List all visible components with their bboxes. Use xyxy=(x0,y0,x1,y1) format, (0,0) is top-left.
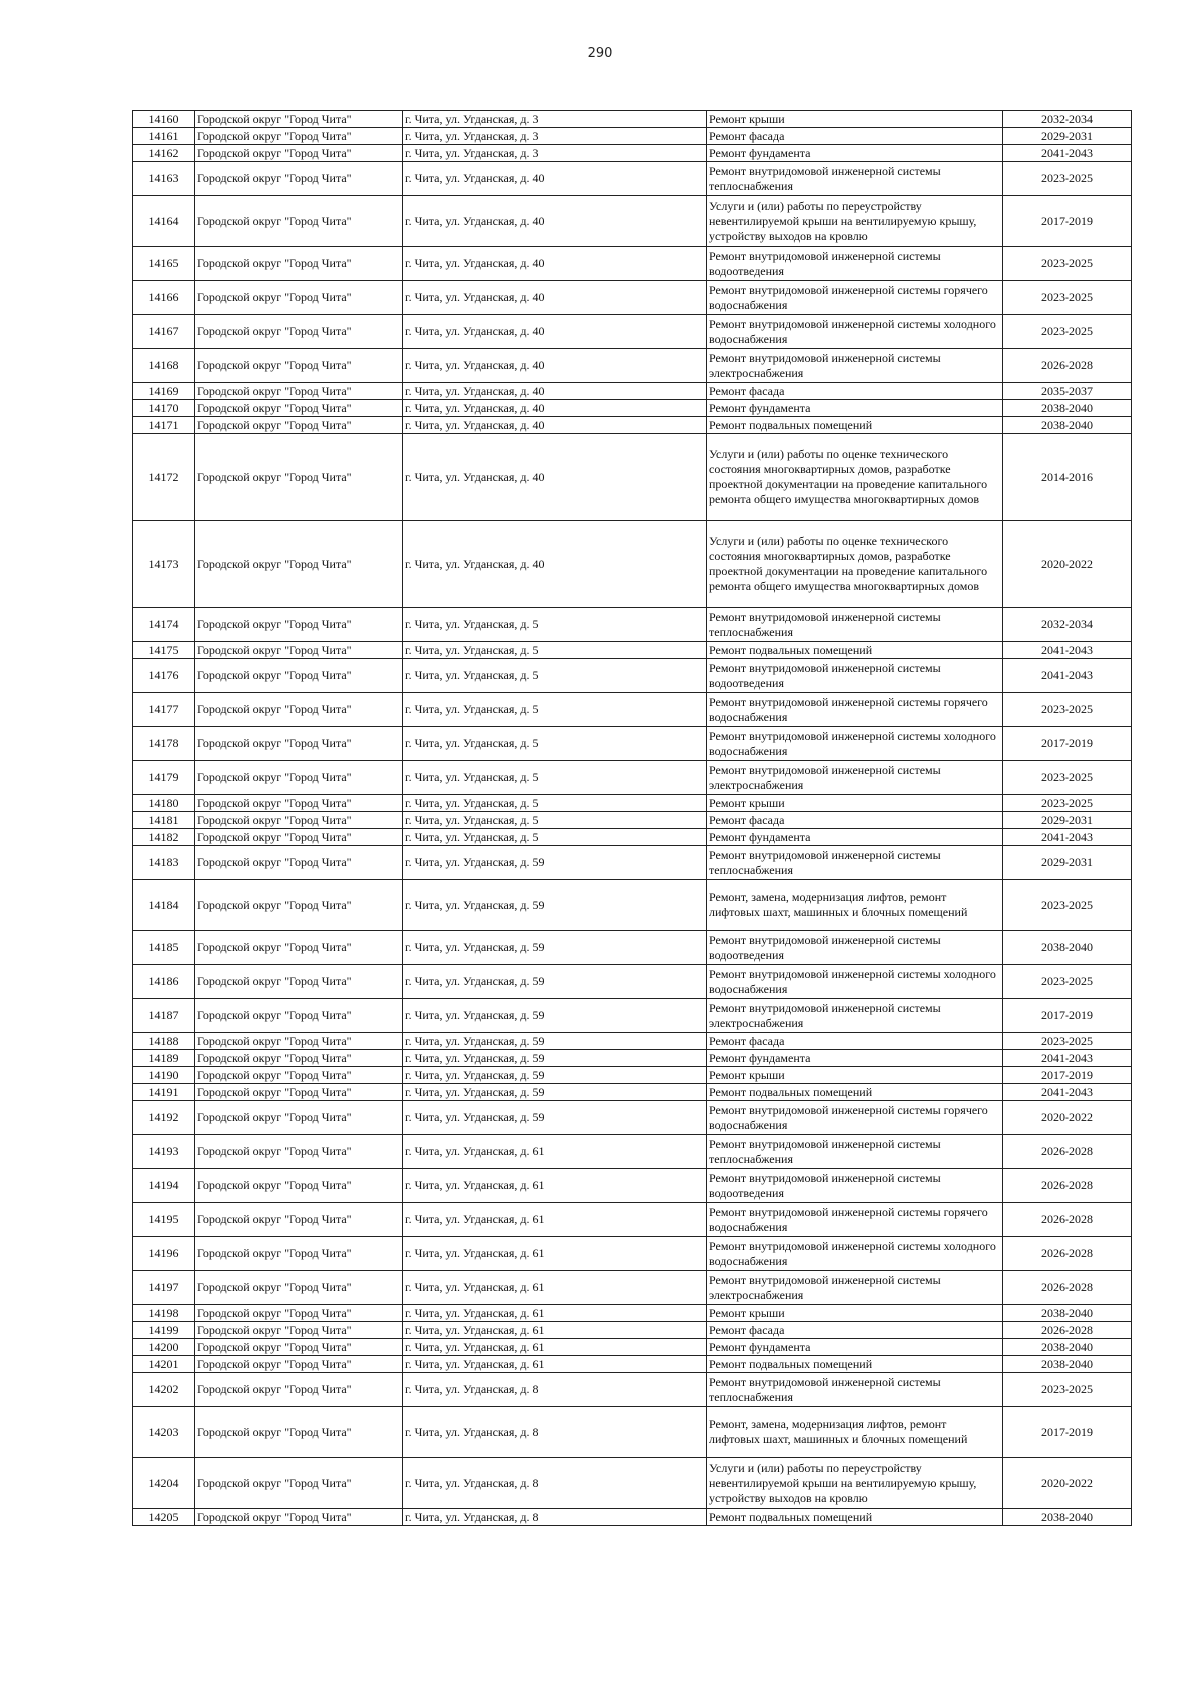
municipality-cell: Городской округ "Город Чита" xyxy=(195,1509,403,1526)
row-number-cell: 14188 xyxy=(133,1033,195,1050)
table-row xyxy=(133,1135,1132,1169)
municipality-cell: Городской округ "Город Чита" xyxy=(195,1305,403,1322)
address-cell: г. Чита, ул. Угданская, д. 8 xyxy=(403,1373,707,1407)
row-number-cell: 14200 xyxy=(133,1339,195,1356)
work-type-cell: Ремонт внутридомовой инженерной системы холодного водоснабжения xyxy=(707,727,1003,761)
period-cell: 2023-2025 xyxy=(1003,315,1132,349)
work-type-cell: Ремонт внутридомовой инженерной системы теплоснабжения xyxy=(707,846,1003,880)
address-cell: г. Чита, ул. Угданская, д. 59 xyxy=(403,1101,707,1135)
row-number-cell: 14189 xyxy=(133,1050,195,1067)
address-cell: г. Чита, ул. Угданская, д. 40 xyxy=(403,281,707,315)
address-cell: г. Чита, ул. Угданская, д. 8 xyxy=(403,1458,707,1509)
row-number-cell: 14203 xyxy=(133,1407,195,1458)
municipality-cell: Городской округ "Город Чита" xyxy=(195,1169,403,1203)
municipality-cell: Городской округ "Город Чита" xyxy=(195,1067,403,1084)
work-type-cell: Ремонт внутридомовой инженерной системы водоотведения xyxy=(707,1169,1003,1203)
row-number-cell: 14169 xyxy=(133,383,195,400)
period-cell: 2038-2040 xyxy=(1003,1509,1132,1526)
table-row xyxy=(133,315,1132,349)
address-cell: г. Чита, ул. Угданская, д. 59 xyxy=(403,999,707,1033)
row-number-cell: 14205 xyxy=(133,1509,195,1526)
address-cell: г. Чита, ул. Угданская, д. 59 xyxy=(403,931,707,965)
work-type-cell: Ремонт внутридомовой инженерной системы электроснабжения xyxy=(707,349,1003,383)
address-cell: г. Чита, ул. Угданская, д. 61 xyxy=(403,1271,707,1305)
address-cell: г. Чита, ул. Угданская, д. 8 xyxy=(403,1509,707,1526)
table-row xyxy=(133,1305,1132,1322)
period-cell: 2017-2019 xyxy=(1003,1407,1132,1458)
row-number-cell: 14197 xyxy=(133,1271,195,1305)
address-cell: г. Чита, ул. Угданская, д. 5 xyxy=(403,812,707,829)
work-type-cell: Ремонт подвальных помещений xyxy=(707,1084,1003,1101)
table-row xyxy=(133,1169,1132,1203)
municipality-cell: Городской округ "Город Чита" xyxy=(195,1339,403,1356)
period-cell: 2026-2028 xyxy=(1003,1169,1132,1203)
period-cell: 2038-2040 xyxy=(1003,400,1132,417)
row-number-cell: 14163 xyxy=(133,162,195,196)
period-cell: 2014-2016 xyxy=(1003,434,1132,521)
address-cell: г. Чита, ул. Угданская, д. 61 xyxy=(403,1169,707,1203)
period-cell: 2020-2022 xyxy=(1003,1101,1132,1135)
municipality-cell: Городской округ "Город Чита" xyxy=(195,349,403,383)
address-cell: г. Чита, ул. Угданская, д. 61 xyxy=(403,1203,707,1237)
work-type-cell: Ремонт внутридомовой инженерной системы теплоснабжения xyxy=(707,1135,1003,1169)
period-cell: 2026-2028 xyxy=(1003,1135,1132,1169)
address-cell: г. Чита, ул. Угданская, д. 40 xyxy=(403,521,707,608)
work-type-cell: Ремонт крыши xyxy=(707,1067,1003,1084)
table-row xyxy=(133,795,1132,812)
work-type-cell: Ремонт, замена, модернизация лифтов, ремонт лифтовых шахт, машинных и блочных помещений xyxy=(707,1407,1003,1458)
work-type-cell: Ремонт внутридомовой инженерной системы горячего водоснабжения xyxy=(707,1203,1003,1237)
period-cell: 2032-2034 xyxy=(1003,111,1132,128)
row-number-cell: 14177 xyxy=(133,693,195,727)
municipality-cell: Городской округ "Город Чита" xyxy=(195,1322,403,1339)
work-type-cell: Ремонт фундамента xyxy=(707,829,1003,846)
period-cell: 2023-2025 xyxy=(1003,281,1132,315)
repair-schedule-table xyxy=(132,110,1132,1526)
municipality-cell: Городской округ "Город Чита" xyxy=(195,999,403,1033)
table-row xyxy=(133,162,1132,196)
period-cell: 2023-2025 xyxy=(1003,761,1132,795)
work-type-cell: Ремонт крыши xyxy=(707,111,1003,128)
period-cell: 2017-2019 xyxy=(1003,1067,1132,1084)
period-cell: 2017-2019 xyxy=(1003,727,1132,761)
table-row xyxy=(133,196,1132,247)
table-row xyxy=(133,434,1132,521)
row-number-cell: 14196 xyxy=(133,1237,195,1271)
row-number-cell: 14162 xyxy=(133,145,195,162)
period-cell: 2023-2025 xyxy=(1003,247,1132,281)
table-row xyxy=(133,1339,1132,1356)
table-row xyxy=(133,812,1132,829)
table-row xyxy=(133,846,1132,880)
work-type-cell: Ремонт внутридомовой инженерной системы электроснабжения xyxy=(707,1271,1003,1305)
address-cell: г. Чита, ул. Угданская, д. 40 xyxy=(403,434,707,521)
table-row xyxy=(133,1356,1132,1373)
period-cell: 2023-2025 xyxy=(1003,795,1132,812)
municipality-cell: Городской округ "Город Чита" xyxy=(195,247,403,281)
work-type-cell: Ремонт, замена, модернизация лифтов, ремонт лифтовых шахт, машинных и блочных помещений xyxy=(707,880,1003,931)
municipality-cell: Городской округ "Город Чита" xyxy=(195,761,403,795)
address-cell: г. Чита, ул. Угданская, д. 59 xyxy=(403,1033,707,1050)
work-type-cell: Ремонт внутридомовой инженерной системы холодного водоснабжения xyxy=(707,965,1003,999)
period-cell: 2041-2043 xyxy=(1003,659,1132,693)
work-type-cell: Ремонт внутридомовой инженерной системы горячего водоснабжения xyxy=(707,693,1003,727)
address-cell: г. Чита, ул. Угданская, д. 59 xyxy=(403,965,707,999)
table-row xyxy=(133,642,1132,659)
row-number-cell: 14190 xyxy=(133,1067,195,1084)
municipality-cell: Городской округ "Город Чита" xyxy=(195,608,403,642)
period-cell: 2029-2031 xyxy=(1003,128,1132,145)
work-type-cell: Ремонт внутридомовой инженерной системы теплоснабжения xyxy=(707,162,1003,196)
municipality-cell: Городской округ "Город Чита" xyxy=(195,145,403,162)
work-type-cell: Ремонт фундамента xyxy=(707,1339,1003,1356)
table-body xyxy=(133,111,1132,1526)
municipality-cell: Городской округ "Город Чита" xyxy=(195,693,403,727)
row-number-cell: 14179 xyxy=(133,761,195,795)
address-cell: г. Чита, ул. Угданская, д. 59 xyxy=(403,1050,707,1067)
period-cell: 2017-2019 xyxy=(1003,999,1132,1033)
municipality-cell: Городской округ "Город Чита" xyxy=(195,1237,403,1271)
period-cell: 2020-2022 xyxy=(1003,1458,1132,1509)
table-row xyxy=(133,1050,1132,1067)
period-cell: 2041-2043 xyxy=(1003,1084,1132,1101)
table-row xyxy=(133,1407,1132,1458)
work-type-cell: Ремонт фасада xyxy=(707,1033,1003,1050)
address-cell: г. Чита, ул. Угданская, д. 61 xyxy=(403,1237,707,1271)
address-cell: г. Чита, ул. Угданская, д. 5 xyxy=(403,693,707,727)
table-row xyxy=(133,111,1132,128)
period-cell: 2038-2040 xyxy=(1003,931,1132,965)
municipality-cell: Городской округ "Город Чита" xyxy=(195,829,403,846)
table-row xyxy=(133,1101,1132,1135)
table-row xyxy=(133,999,1132,1033)
table-row xyxy=(133,1373,1132,1407)
row-number-cell: 14185 xyxy=(133,931,195,965)
row-number-cell: 14199 xyxy=(133,1322,195,1339)
period-cell: 2020-2022 xyxy=(1003,521,1132,608)
address-cell: г. Чита, ул. Угданская, д. 40 xyxy=(403,315,707,349)
work-type-cell: Ремонт внутридомовой инженерной системы теплоснабжения xyxy=(707,608,1003,642)
row-number-cell: 14172 xyxy=(133,434,195,521)
municipality-cell: Городской округ "Город Чита" xyxy=(195,315,403,349)
address-cell: г. Чита, ул. Угданская, д. 40 xyxy=(403,162,707,196)
row-number-cell: 14170 xyxy=(133,400,195,417)
work-type-cell: Услуги и (или) работы по переустройству невентилируемой крыши на вентилируемую крышу, устройству выходов на кровлю xyxy=(707,196,1003,247)
municipality-cell: Городской округ "Город Чита" xyxy=(195,1373,403,1407)
period-cell: 2035-2037 xyxy=(1003,383,1132,400)
table-row xyxy=(133,400,1132,417)
period-cell: 2026-2028 xyxy=(1003,1203,1132,1237)
work-type-cell: Ремонт фасада xyxy=(707,1322,1003,1339)
municipality-cell: Городской округ "Город Чита" xyxy=(195,1084,403,1101)
table-row xyxy=(133,693,1132,727)
table-row xyxy=(133,417,1132,434)
period-cell: 2041-2043 xyxy=(1003,829,1132,846)
municipality-cell: Городской округ "Город Чита" xyxy=(195,417,403,434)
address-cell: г. Чита, ул. Угданская, д. 40 xyxy=(403,417,707,434)
address-cell: г. Чита, ул. Угданская, д. 5 xyxy=(403,795,707,812)
row-number-cell: 14166 xyxy=(133,281,195,315)
row-number-cell: 14204 xyxy=(133,1458,195,1509)
table-row xyxy=(133,1067,1132,1084)
work-type-cell: Ремонт подвальных помещений xyxy=(707,417,1003,434)
row-number-cell: 14160 xyxy=(133,111,195,128)
address-cell: г. Чита, ул. Угданская, д. 59 xyxy=(403,846,707,880)
municipality-cell: Городской округ "Город Чита" xyxy=(195,434,403,521)
address-cell: г. Чита, ул. Угданская, д. 61 xyxy=(403,1356,707,1373)
period-cell: 2041-2043 xyxy=(1003,642,1132,659)
municipality-cell: Городской округ "Город Чита" xyxy=(195,1407,403,1458)
period-cell: 2017-2019 xyxy=(1003,196,1132,247)
address-cell: г. Чита, ул. Угданская, д. 59 xyxy=(403,1084,707,1101)
period-cell: 2041-2043 xyxy=(1003,1050,1132,1067)
table-row xyxy=(133,1458,1132,1509)
row-number-cell: 14186 xyxy=(133,965,195,999)
row-number-cell: 14181 xyxy=(133,812,195,829)
work-type-cell: Услуги и (или) работы по переустройству невентилируемой крыши на вентилируемую крышу, устройству выходов на кровлю xyxy=(707,1458,1003,1509)
work-type-cell: Ремонт крыши xyxy=(707,1305,1003,1322)
municipality-cell: Городской округ "Город Чита" xyxy=(195,128,403,145)
table-row xyxy=(133,761,1132,795)
table-row xyxy=(133,247,1132,281)
table-row xyxy=(133,965,1132,999)
municipality-cell: Городской округ "Город Чита" xyxy=(195,1135,403,1169)
address-cell: г. Чита, ул. Угданская, д. 5 xyxy=(403,727,707,761)
municipality-cell: Городской округ "Город Чита" xyxy=(195,642,403,659)
municipality-cell: Городской округ "Город Чита" xyxy=(195,1356,403,1373)
work-type-cell: Ремонт фундамента xyxy=(707,1050,1003,1067)
municipality-cell: Городской округ "Город Чита" xyxy=(195,812,403,829)
municipality-cell: Городской округ "Город Чита" xyxy=(195,659,403,693)
row-number-cell: 14175 xyxy=(133,642,195,659)
work-type-cell: Ремонт фасада xyxy=(707,812,1003,829)
address-cell: г. Чита, ул. Угданская, д. 40 xyxy=(403,383,707,400)
work-type-cell: Ремонт подвальных помещений xyxy=(707,642,1003,659)
row-number-cell: 14165 xyxy=(133,247,195,281)
work-type-cell: Ремонт внутридомовой инженерной системы электроснабжения xyxy=(707,999,1003,1033)
address-cell: г. Чита, ул. Угданская, д. 59 xyxy=(403,1067,707,1084)
address-cell: г. Чита, ул. Угданская, д. 40 xyxy=(403,400,707,417)
municipality-cell: Городской округ "Город Чита" xyxy=(195,521,403,608)
period-cell: 2038-2040 xyxy=(1003,1339,1132,1356)
row-number-cell: 14182 xyxy=(133,829,195,846)
row-number-cell: 14193 xyxy=(133,1135,195,1169)
work-type-cell: Ремонт подвальных помещений xyxy=(707,1509,1003,1526)
municipality-cell: Городской округ "Город Чита" xyxy=(195,111,403,128)
table-row xyxy=(133,383,1132,400)
address-cell: г. Чита, ул. Угданская, д. 5 xyxy=(403,608,707,642)
row-number-cell: 14198 xyxy=(133,1305,195,1322)
municipality-cell: Городской округ "Город Чита" xyxy=(195,727,403,761)
address-cell: г. Чита, ул. Угданская, д. 61 xyxy=(403,1339,707,1356)
period-cell: 2023-2025 xyxy=(1003,1373,1132,1407)
table-row xyxy=(133,1203,1132,1237)
work-type-cell: Ремонт внутридомовой инженерной системы водоотведения xyxy=(707,247,1003,281)
row-number-cell: 14173 xyxy=(133,521,195,608)
municipality-cell: Городской округ "Город Чита" xyxy=(195,1271,403,1305)
address-cell: г. Чита, ул. Угданская, д. 5 xyxy=(403,642,707,659)
table-row xyxy=(133,128,1132,145)
address-cell: г. Чита, ул. Угданская, д. 3 xyxy=(403,111,707,128)
work-type-cell: Ремонт внутридомовой инженерной системы теплоснабжения xyxy=(707,1373,1003,1407)
table-row xyxy=(133,349,1132,383)
table-row xyxy=(133,1509,1132,1526)
period-cell: 2023-2025 xyxy=(1003,162,1132,196)
municipality-cell: Городской округ "Город Чита" xyxy=(195,400,403,417)
table-row xyxy=(133,880,1132,931)
work-type-cell: Ремонт фундамента xyxy=(707,145,1003,162)
work-type-cell: Ремонт фасада xyxy=(707,383,1003,400)
address-cell: г. Чита, ул. Угданская, д. 61 xyxy=(403,1322,707,1339)
row-number-cell: 14201 xyxy=(133,1356,195,1373)
address-cell: г. Чита, ул. Угданская, д. 5 xyxy=(403,659,707,693)
period-cell: 2029-2031 xyxy=(1003,812,1132,829)
row-number-cell: 14168 xyxy=(133,349,195,383)
row-number-cell: 14174 xyxy=(133,608,195,642)
municipality-cell: Городской округ "Город Чита" xyxy=(195,1458,403,1509)
address-cell: г. Чита, ул. Угданская, д. 5 xyxy=(403,829,707,846)
work-type-cell: Ремонт внутридомовой инженерной системы электроснабжения xyxy=(707,761,1003,795)
period-cell: 2038-2040 xyxy=(1003,417,1132,434)
row-number-cell: 14187 xyxy=(133,999,195,1033)
period-cell: 2029-2031 xyxy=(1003,846,1132,880)
municipality-cell: Городской округ "Город Чита" xyxy=(195,931,403,965)
table-row xyxy=(133,521,1132,608)
row-number-cell: 14161 xyxy=(133,128,195,145)
municipality-cell: Городской округ "Город Чита" xyxy=(195,281,403,315)
municipality-cell: Городской округ "Город Чита" xyxy=(195,795,403,812)
address-cell: г. Чита, ул. Угданская, д. 61 xyxy=(403,1305,707,1322)
period-cell: 2032-2034 xyxy=(1003,608,1132,642)
municipality-cell: Городской округ "Город Чита" xyxy=(195,965,403,999)
municipality-cell: Городской округ "Город Чита" xyxy=(195,162,403,196)
table-row xyxy=(133,829,1132,846)
row-number-cell: 14178 xyxy=(133,727,195,761)
row-number-cell: 14195 xyxy=(133,1203,195,1237)
work-type-cell: Ремонт фундамента xyxy=(707,400,1003,417)
municipality-cell: Городской округ "Город Чита" xyxy=(195,383,403,400)
municipality-cell: Городской округ "Город Чита" xyxy=(195,1033,403,1050)
period-cell: 2038-2040 xyxy=(1003,1356,1132,1373)
table-row xyxy=(133,659,1132,693)
period-cell: 2026-2028 xyxy=(1003,349,1132,383)
work-type-cell: Ремонт внутридомовой инженерной системы водоотведения xyxy=(707,931,1003,965)
page-number: 290 xyxy=(587,46,613,61)
work-type-cell: Ремонт внутридомовой инженерной системы холодного водоснабжения xyxy=(707,315,1003,349)
municipality-cell: Городской округ "Город Чита" xyxy=(195,1101,403,1135)
row-number-cell: 14202 xyxy=(133,1373,195,1407)
row-number-cell: 14167 xyxy=(133,315,195,349)
row-number-cell: 14171 xyxy=(133,417,195,434)
period-cell: 2026-2028 xyxy=(1003,1237,1132,1271)
municipality-cell: Городской округ "Город Чита" xyxy=(195,196,403,247)
row-number-cell: 14183 xyxy=(133,846,195,880)
row-number-cell: 14194 xyxy=(133,1169,195,1203)
table-row xyxy=(133,145,1132,162)
period-cell: 2023-2025 xyxy=(1003,1033,1132,1050)
work-type-cell: Ремонт подвальных помещений xyxy=(707,1356,1003,1373)
period-cell: 2023-2025 xyxy=(1003,693,1132,727)
work-type-cell: Ремонт крыши xyxy=(707,795,1003,812)
row-number-cell: 14176 xyxy=(133,659,195,693)
municipality-cell: Городской округ "Город Чита" xyxy=(195,846,403,880)
municipality-cell: Городской округ "Город Чита" xyxy=(195,1203,403,1237)
work-type-cell: Ремонт внутридомовой инженерной системы водоотведения xyxy=(707,659,1003,693)
address-cell: г. Чита, ул. Угданская, д. 8 xyxy=(403,1407,707,1458)
table-row xyxy=(133,608,1132,642)
work-type-cell: Ремонт внутридомовой инженерной системы горячего водоснабжения xyxy=(707,1101,1003,1135)
address-cell: г. Чита, ул. Угданская, д. 59 xyxy=(403,880,707,931)
period-cell: 2041-2043 xyxy=(1003,145,1132,162)
work-type-cell: Услуги и (или) работы по оценке технического состояния многоквартирных домов, разработке проектной документации на проведение капитального ремонта общего имущества многоквартирных домов xyxy=(707,521,1003,608)
address-cell: г. Чита, ул. Угданская, д. 40 xyxy=(403,349,707,383)
municipality-cell: Городской округ "Город Чита" xyxy=(195,880,403,931)
table-row xyxy=(133,1033,1132,1050)
table-row xyxy=(133,931,1132,965)
row-number-cell: 14192 xyxy=(133,1101,195,1135)
table-row xyxy=(133,1322,1132,1339)
work-type-cell: Услуги и (или) работы по оценке технического состояния многоквартирных домов, разработке проектной документации на проведение капитального ремонта общего имущества многоквартирных домов xyxy=(707,434,1003,521)
table-row xyxy=(133,1084,1132,1101)
address-cell: г. Чита, ул. Угданская, д. 3 xyxy=(403,128,707,145)
row-number-cell: 14191 xyxy=(133,1084,195,1101)
table-row xyxy=(133,1237,1132,1271)
period-cell: 2038-2040 xyxy=(1003,1305,1132,1322)
row-number-cell: 14164 xyxy=(133,196,195,247)
row-number-cell: 14184 xyxy=(133,880,195,931)
municipality-cell: Городской округ "Город Чита" xyxy=(195,1050,403,1067)
period-cell: 2023-2025 xyxy=(1003,965,1132,999)
table-row xyxy=(133,727,1132,761)
row-number-cell: 14180 xyxy=(133,795,195,812)
work-type-cell: Ремонт фасада xyxy=(707,128,1003,145)
address-cell: г. Чита, ул. Угданская, д. 61 xyxy=(403,1135,707,1169)
address-cell: г. Чита, ул. Угданская, д. 3 xyxy=(403,145,707,162)
address-cell: г. Чита, ул. Угданская, д. 5 xyxy=(403,761,707,795)
work-type-cell: Ремонт внутридомовой инженерной системы холодного водоснабжения xyxy=(707,1237,1003,1271)
work-type-cell: Ремонт внутридомовой инженерной системы горячего водоснабжения xyxy=(707,281,1003,315)
table-row xyxy=(133,281,1132,315)
address-cell: г. Чита, ул. Угданская, д. 40 xyxy=(403,247,707,281)
address-cell: г. Чита, ул. Угданская, д. 40 xyxy=(403,196,707,247)
table-row xyxy=(133,1271,1132,1305)
period-cell: 2026-2028 xyxy=(1003,1271,1132,1305)
period-cell: 2026-2028 xyxy=(1003,1322,1132,1339)
period-cell: 2023-2025 xyxy=(1003,880,1132,931)
